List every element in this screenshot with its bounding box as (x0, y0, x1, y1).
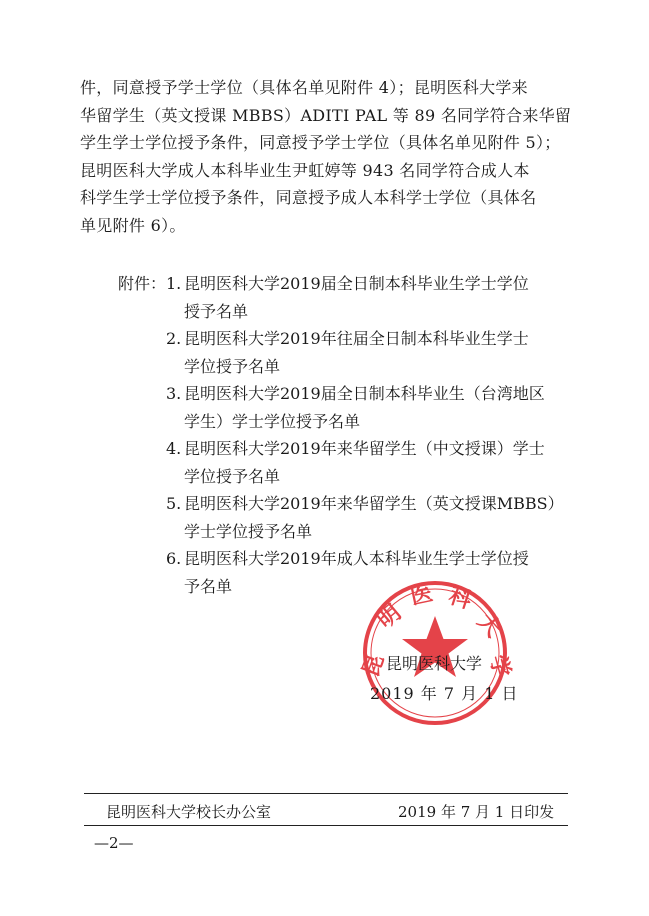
attachment-title-continued: 学生）学士学位授予名单 (184, 411, 361, 431)
attachment-item (166, 490, 586, 545)
attachment-number: 6. (166, 549, 182, 568)
svg-text:明: 明 (372, 599, 407, 634)
svg-text:大: 大 (472, 608, 507, 643)
attachments-label: 附件： (118, 274, 167, 293)
attachment-number: 2. (166, 329, 182, 348)
svg-text:医: 医 (408, 580, 436, 611)
body-paragraph (80, 74, 580, 239)
attachment-title: 昆明医科大学2019年成人本科毕业生学士学位授 (184, 549, 529, 568)
attachment-title: 昆明医科大学2019年来华留学生（英文授课MBBS） (184, 494, 564, 513)
paragraph-line: 件，同意授予学士学位（具体名单见附件 4）；昆明医科大学来 (80, 78, 528, 97)
footer-issued-date: 2019 年 7 月 1 日印发 (398, 803, 555, 821)
attachment-number: 5. (166, 494, 182, 513)
paragraph-line: 科学生学士学位授予条件，同意授予成人本科学士学位（具体名 (80, 188, 537, 207)
paragraph-line: 学生学士学位授予条件，同意授予学士学位（具体名单见附件 5）； (80, 133, 561, 152)
attachment-item (166, 325, 586, 380)
signature-date: 2019 年 7 月 1 日 (370, 684, 519, 703)
attachment-item (166, 270, 586, 325)
paragraph-line: 单见附件 6）。 (80, 215, 186, 235)
footer-top-rule (84, 793, 568, 794)
attachment-item (166, 435, 586, 490)
attachment-item (166, 380, 586, 435)
footer-issuer: 昆明医科大学校长办公室 (106, 803, 272, 821)
attachment-title-continued: 学位授予名单 (184, 466, 281, 486)
svg-text:昆: 昆 (357, 650, 390, 681)
paragraph-line: 华留学生（英文授课 MBBS）ADITI PAL 等 89 名同学符合来华留 (80, 105, 572, 125)
attachment-number: 1. (166, 274, 182, 293)
attachment-title: 昆明医科大学2019届全日制本科毕业生学士学位 (184, 274, 529, 293)
signature-organization: 昆明医科大学 (386, 654, 483, 673)
attachment-number: 4. (166, 439, 182, 458)
attachments-list (166, 270, 586, 600)
attachment-title: 昆明医科大学2019年往届全日制本科毕业生学士 (184, 329, 529, 348)
attachment-title: 昆明医科大学2019届全日制本科毕业生（台湾地区 (184, 384, 545, 403)
attachment-number: 3. (166, 384, 182, 403)
attachment-title-continued: 学士学位授予名单 (184, 521, 313, 541)
attachment-title-continued: 予名单 (184, 576, 233, 596)
svg-text:科: 科 (445, 582, 475, 615)
attachment-title-continued: 学位授予名单 (184, 356, 281, 376)
paragraph-line: 昆明医科大学成人本科毕业生尹虹婷等 943 名同学符合成人本 (80, 160, 530, 180)
attachment-title-continued: 授予名单 (184, 301, 249, 321)
attachment-title: 昆明医科大学2019年来华留学生（中文授课）学士 (184, 439, 545, 458)
svg-text:学: 学 (484, 652, 516, 681)
footer-bottom-rule (84, 825, 568, 826)
page-number: —2— (94, 834, 134, 852)
